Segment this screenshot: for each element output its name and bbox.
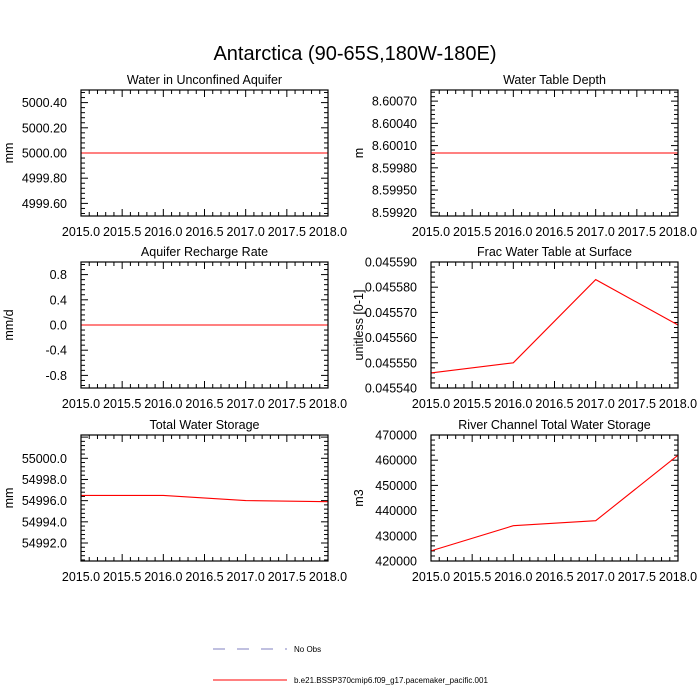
- x-tick-label: 2017.0: [226, 570, 265, 584]
- x-tick-label: 2016.0: [494, 570, 533, 584]
- chart-panel-5: [352, 418, 697, 584]
- x-tick-label: 2016.5: [535, 570, 574, 584]
- panels: [2, 73, 697, 584]
- y-axis-label: unitless [0-1]: [352, 289, 366, 361]
- x-tick-label: 2017.5: [267, 570, 306, 584]
- x-tick-label: 2015.5: [453, 225, 492, 239]
- x-tick-label: 2016.5: [185, 397, 224, 411]
- y-tick-label: 450000: [375, 478, 417, 493]
- plot-frame: [431, 435, 678, 561]
- y-tick-label: 470000: [375, 428, 417, 443]
- x-tick-label: 2018.0: [658, 225, 698, 239]
- x-tick-label: 2015.5: [453, 570, 492, 584]
- series-line-0: [431, 455, 678, 551]
- x-tick-label: 2017.5: [617, 225, 656, 239]
- panel-title: River Channel Total Water Storage: [458, 418, 651, 432]
- y-tick-label: -0.8: [45, 368, 67, 383]
- x-tick-label: 2016.0: [144, 225, 183, 239]
- x-tick-label: 2016.5: [185, 570, 224, 584]
- series-line-0: [81, 495, 328, 501]
- x-tick-label: 2018.0: [308, 570, 348, 584]
- x-tick-label: 2016.0: [144, 570, 183, 584]
- x-tick-label: 2015.0: [411, 397, 451, 411]
- x-tick-label: 2015.5: [103, 397, 142, 411]
- x-tick-label: 2016.5: [535, 397, 574, 411]
- y-tick-label: 8.59980: [371, 161, 417, 176]
- x-tick-label: 2015.5: [103, 225, 142, 239]
- y-tick-label: 54996.0: [21, 494, 67, 509]
- x-tick-label: 2018.0: [658, 570, 698, 584]
- x-tick-label: 2015.5: [453, 397, 492, 411]
- legend-label-model: b.e21.BSSP370cmip6.f09_g17.pacemaker_pacific.001: [294, 676, 488, 685]
- y-tick-label: 0.045560: [364, 331, 417, 346]
- y-tick-label: 4999.80: [21, 171, 67, 186]
- y-axis-label: mm: [2, 142, 16, 164]
- y-tick-label: 8.59920: [371, 205, 417, 220]
- x-tick-label: 2015.0: [411, 570, 451, 584]
- y-tick-label: 440000: [375, 504, 417, 519]
- y-tick-label: 55000.0: [21, 451, 67, 466]
- x-tick-label: 2016.0: [494, 225, 533, 239]
- y-tick-label: 8.60040: [371, 116, 417, 131]
- x-tick-label: 2017.5: [267, 225, 306, 239]
- y-tick-label: 0.045570: [364, 305, 417, 320]
- y-tick-label: 0.4: [49, 293, 67, 308]
- y-tick-label: 5000.00: [21, 146, 67, 161]
- x-tick-label: 2018.0: [308, 225, 348, 239]
- x-tick-label: 2017.0: [576, 570, 615, 584]
- x-tick-label: 2017.0: [576, 397, 615, 411]
- x-tick-label: 2018.0: [308, 397, 348, 411]
- x-tick-label: 2017.5: [617, 397, 656, 411]
- chart-panel-0: [2, 73, 347, 239]
- y-tick-label: 54994.0: [21, 515, 67, 530]
- x-tick-label: 2015.0: [61, 570, 101, 584]
- x-tick-label: 2015.0: [61, 397, 101, 411]
- x-tick-label: 2015.0: [411, 225, 451, 239]
- x-tick-label: 2016.0: [494, 397, 533, 411]
- y-tick-label: 54998.0: [21, 472, 67, 487]
- main-title: Antarctica (90-65S,180W-180E): [213, 43, 497, 65]
- y-tick-label: 4999.60: [21, 196, 67, 211]
- y-tick-label: 5000.40: [21, 96, 67, 111]
- y-tick-label: 0.8: [49, 268, 67, 283]
- y-tick-label: 54992.0: [21, 536, 67, 551]
- y-tick-label: 430000: [375, 529, 417, 544]
- x-tick-label: 2017.5: [267, 397, 306, 411]
- y-tick-label: 8.60010: [371, 139, 417, 154]
- x-tick-label: 2018.0: [658, 397, 698, 411]
- x-tick-label: 2015.5: [103, 570, 142, 584]
- y-tick-label: -0.4: [45, 343, 67, 358]
- panel-title: Water in Unconfined Aquifer: [126, 73, 283, 87]
- chart-panel-3: [352, 245, 697, 411]
- panel-title: Total Water Storage: [149, 418, 260, 432]
- x-tick-label: 2017.0: [226, 397, 265, 411]
- plot-frame: [431, 262, 678, 388]
- x-tick-label: 2017.0: [226, 225, 265, 239]
- x-tick-label: 2015.0: [61, 225, 101, 239]
- chart-panel-4: [2, 418, 347, 584]
- series-line-0: [431, 280, 678, 373]
- chart-panel-2: [2, 245, 347, 411]
- panel-title: Water Table Depth: [503, 73, 606, 87]
- y-axis-label: m: [352, 147, 366, 159]
- y-tick-label: 0.045540: [364, 381, 417, 396]
- y-tick-label: 0.045590: [364, 255, 417, 270]
- x-tick-label: 2016.0: [144, 397, 183, 411]
- legend: [213, 645, 488, 685]
- chart-panel-1: [352, 73, 697, 239]
- y-tick-label: 0.045550: [364, 356, 417, 371]
- y-tick-label: 5000.20: [21, 121, 67, 136]
- y-tick-label: 8.60070: [371, 94, 417, 109]
- y-axis-label: mm/d: [2, 309, 16, 341]
- x-tick-label: 2016.5: [535, 225, 574, 239]
- x-tick-label: 2016.5: [185, 225, 224, 239]
- y-axis-label: m3: [352, 489, 366, 507]
- legend-label-no-obs: No Obs: [294, 645, 322, 654]
- y-tick-label: 0.045580: [364, 280, 417, 295]
- x-tick-label: 2017.5: [617, 570, 656, 584]
- y-axis-label: mm: [2, 487, 16, 509]
- y-tick-label: 0.0: [49, 318, 67, 333]
- y-tick-label: 460000: [375, 453, 417, 468]
- panel-title: Aquifer Recharge Rate: [140, 245, 269, 259]
- y-tick-label: 8.59950: [371, 183, 417, 198]
- panel-title: Frac Water Table at Surface: [477, 245, 632, 259]
- x-tick-label: 2017.0: [576, 225, 615, 239]
- y-tick-label: 420000: [375, 554, 417, 569]
